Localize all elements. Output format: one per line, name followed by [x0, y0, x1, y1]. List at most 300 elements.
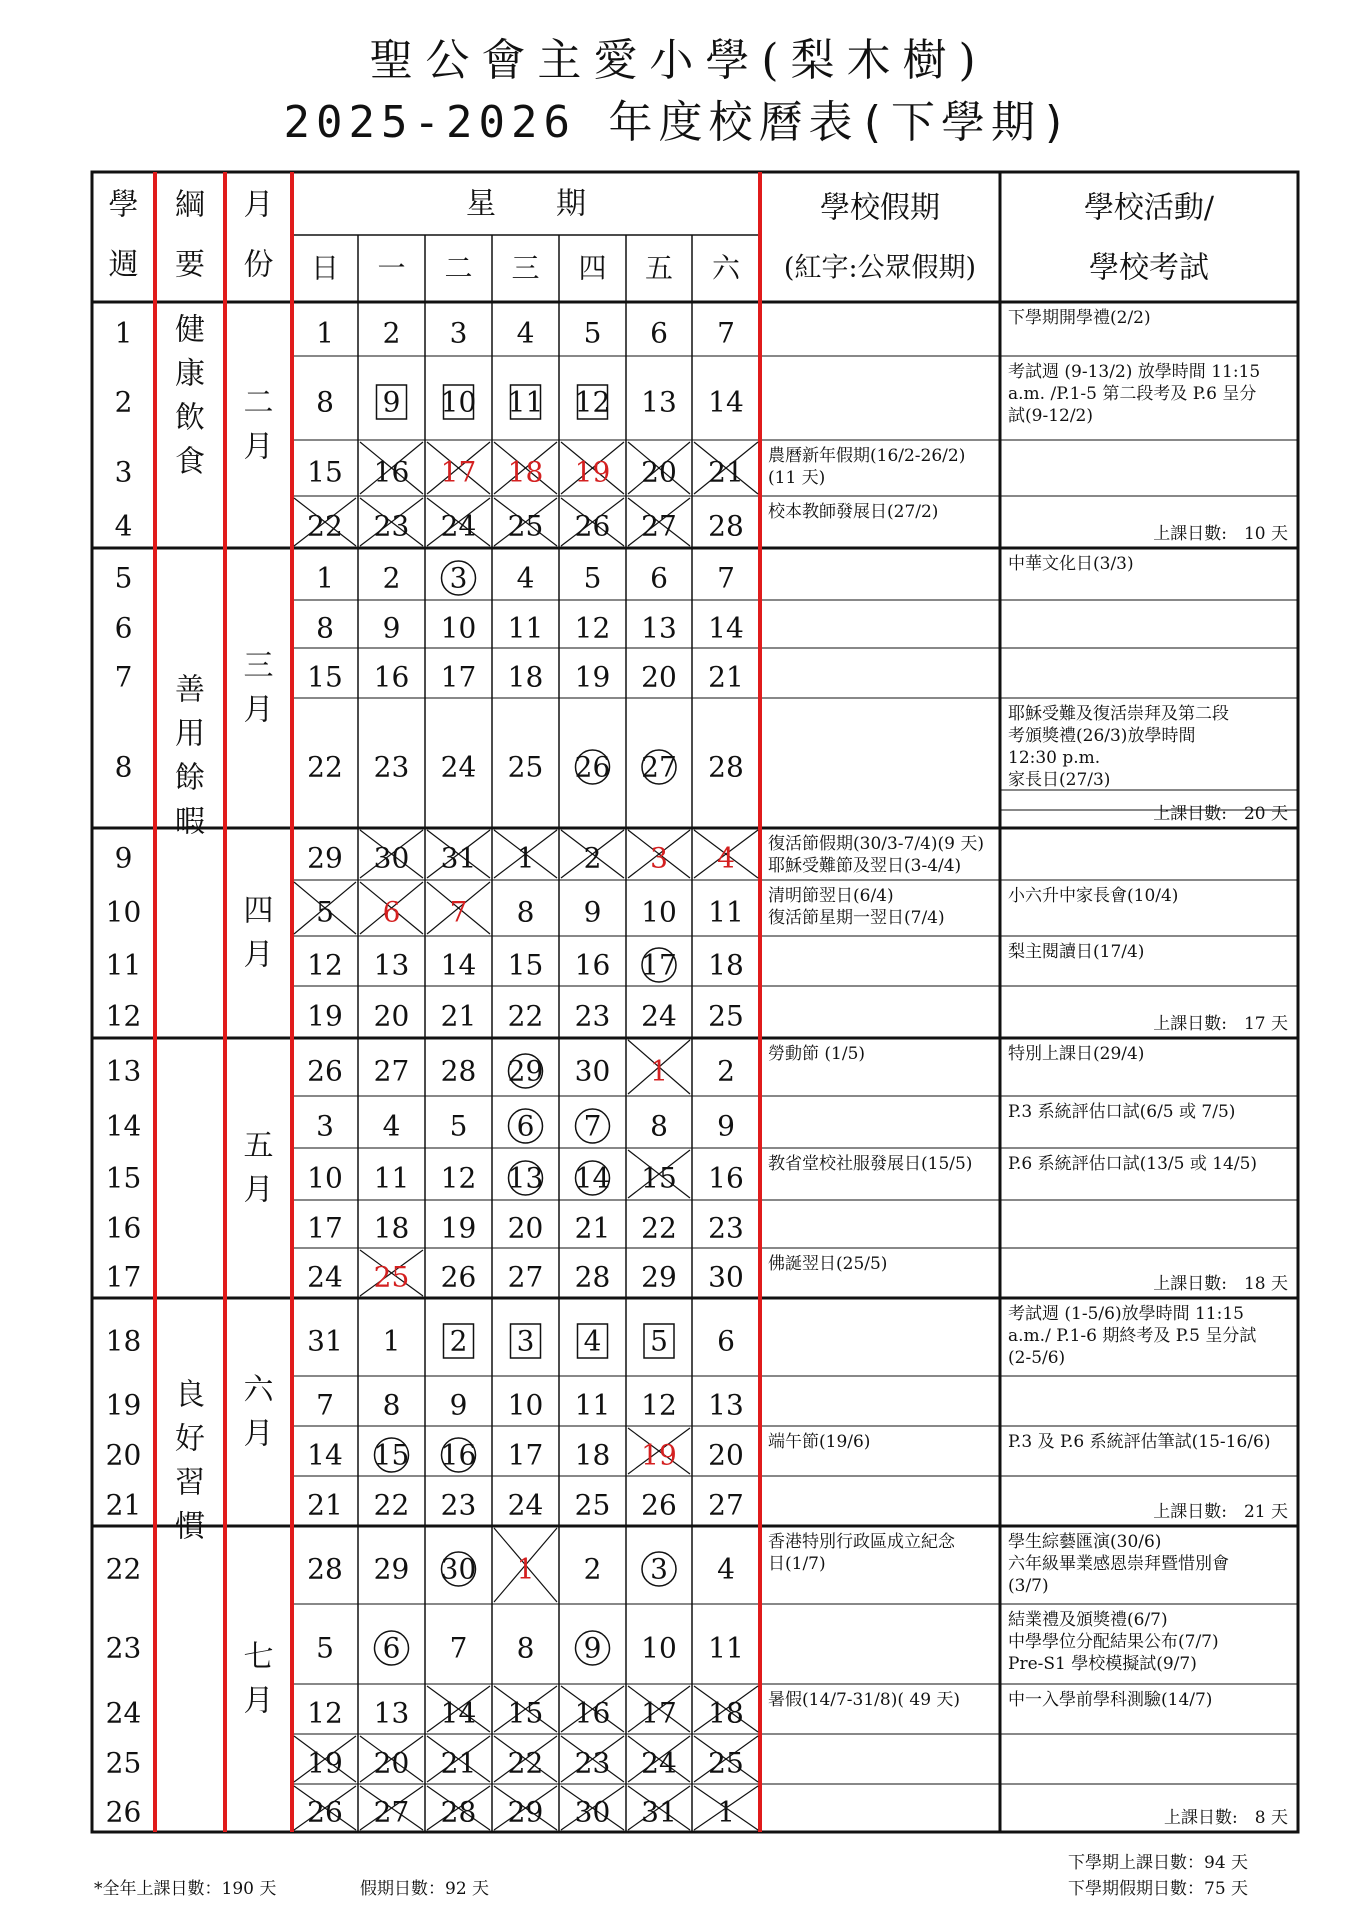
day-number: 29: [507, 1795, 544, 1829]
year-holiday-days: 假期日數：92 天: [360, 1879, 490, 1899]
theme-char: 暇: [175, 804, 205, 840]
day-number: 27: [507, 1260, 544, 1294]
day-number: 9: [583, 895, 602, 929]
day-number: 4: [717, 1552, 735, 1586]
day-number: 15: [507, 1696, 544, 1730]
week-number: 4: [114, 509, 133, 543]
day-number: 18: [708, 1696, 744, 1730]
day-number: 14: [708, 385, 744, 419]
day-number: 7: [717, 316, 735, 350]
day-number: 24: [440, 750, 477, 784]
month-char: 四: [243, 893, 274, 929]
day-number: 22: [307, 750, 343, 784]
day-number: 29: [507, 1054, 544, 1088]
day-number: 11: [507, 611, 544, 645]
day-number: 18: [507, 660, 544, 694]
day-number: 3: [316, 1109, 334, 1143]
header-weekday-title: 星 期: [466, 186, 586, 222]
day-number: 27: [708, 1488, 744, 1522]
day-number: 17: [507, 1438, 544, 1472]
activity-note: (2-5/6): [1008, 1348, 1066, 1368]
day-number: 16: [373, 660, 410, 694]
day-number: 20: [373, 999, 410, 1033]
day-number: 5: [650, 1324, 668, 1358]
activity-note: 中華文化日(3/3): [1008, 554, 1134, 574]
header-week-1: 學: [108, 187, 139, 223]
day-number: 10: [641, 1631, 677, 1665]
activity-note: 12:30 p.m.: [1008, 748, 1101, 768]
day-number: 7: [449, 895, 468, 929]
week-number: 5: [114, 561, 133, 595]
day-number: 26: [307, 1054, 343, 1088]
theme-char: 好: [175, 1421, 205, 1457]
day-number: 2: [382, 316, 401, 350]
day-number: 25: [507, 509, 544, 543]
day-number: 4: [717, 841, 735, 875]
month-char: 月: [243, 937, 274, 973]
day-number: 2: [382, 561, 401, 595]
week-number: 24: [105, 1696, 142, 1730]
week-number: 17: [105, 1260, 142, 1294]
day-number: 29: [373, 1552, 410, 1586]
school-days-total: 上課日數: 20 天: [1153, 804, 1288, 824]
day-number: 16: [574, 1696, 611, 1730]
day-number: 19: [307, 1746, 343, 1780]
header-weekday: 日: [310, 251, 340, 285]
week-number: 7: [114, 660, 133, 694]
day-number: 2: [449, 1324, 468, 1358]
day-number: 4: [516, 316, 535, 350]
activity-note: 試(9-12/2): [1008, 406, 1093, 426]
day-number: 9: [382, 385, 401, 419]
day-number: 30: [373, 841, 410, 875]
holiday-note: 教省堂校社服發展日(15/5): [768, 1154, 973, 1174]
activity-note: 中學學位分配結果公布(7/7): [1008, 1632, 1219, 1652]
day-number: 26: [440, 1260, 477, 1294]
day-number: 18: [574, 1438, 611, 1472]
day-number: 5: [583, 561, 602, 595]
day-number: 11: [373, 1161, 410, 1195]
day-number: 23: [373, 509, 410, 543]
day-number: 25: [574, 1488, 611, 1522]
day-number: 22: [373, 1488, 410, 1522]
day-number: 12: [440, 1161, 477, 1195]
header-week-2: 週: [108, 247, 139, 283]
day-number: 8: [516, 895, 535, 929]
day-number: 14: [440, 1696, 477, 1730]
day-number: 27: [641, 750, 677, 784]
day-number: 28: [440, 1054, 477, 1088]
day-number: 7: [449, 1631, 468, 1665]
day-number: 31: [440, 841, 477, 875]
day-number: 24: [440, 509, 477, 543]
day-number: 21: [440, 1746, 477, 1780]
calendar-title-year: 2025-2026 年度校曆表(下學期): [283, 97, 1074, 148]
day-number: 22: [507, 999, 544, 1033]
day-number: 10: [507, 1388, 544, 1422]
week-number: 14: [105, 1109, 142, 1143]
day-number: 12: [307, 948, 343, 982]
holiday-note: 校本教師發展日(27/2): [768, 502, 939, 522]
week-number: 18: [105, 1324, 142, 1358]
day-number: 17: [307, 1211, 343, 1245]
day-number: 13: [641, 385, 677, 419]
week-number: 15: [105, 1161, 142, 1195]
day-number: 6: [717, 1324, 735, 1358]
day-number: 9: [717, 1109, 735, 1143]
activity-note: P.3 系統評估口試(6/5 或 7/5): [1008, 1102, 1236, 1122]
day-number: 22: [307, 509, 343, 543]
school-days-total: 上課日數: 8 天: [1164, 1808, 1288, 1828]
activity-note: 考試週 (1-5/6)放學時間 11:15: [1008, 1304, 1244, 1324]
day-number: 19: [574, 455, 611, 489]
day-number: 30: [574, 1795, 611, 1829]
header-theme-1: 綱: [175, 187, 205, 223]
month-char: 月: [243, 429, 274, 465]
day-number: 3: [449, 561, 468, 595]
day-number: 1: [717, 1795, 735, 1829]
term-school-days: 下學期上課日數：94 天: [1068, 1853, 1249, 1873]
day-number: 27: [373, 1054, 410, 1088]
month-char: 七: [243, 1639, 274, 1675]
holiday-note: 復活節假期(30/3-7/4)(9 天): [768, 834, 985, 854]
day-number: 7: [583, 1109, 602, 1143]
day-number: 23: [574, 1746, 611, 1780]
activity-note: 梨主閱讀日(17/4): [1008, 942, 1145, 962]
week-number: 13: [105, 1054, 142, 1088]
day-number: 18: [373, 1211, 410, 1245]
day-number: 19: [574, 660, 611, 694]
activity-note: 耶穌受難及復活崇拜及第二段: [1008, 704, 1229, 724]
week-number: 6: [114, 611, 133, 645]
header-month-2: 份: [243, 247, 274, 283]
month-char: 月: [243, 1416, 274, 1452]
activity-note: 家長日(27/3): [1008, 770, 1111, 790]
day-number: 4: [382, 1109, 401, 1143]
header-holiday-title: 學校假期: [820, 190, 940, 226]
week-number: 12: [105, 999, 142, 1033]
day-number: 16: [373, 455, 410, 489]
day-number: 31: [307, 1324, 343, 1358]
school-days-total: 上課日數: 17 天: [1153, 1014, 1288, 1034]
activity-note: P.3 及 P.6 系統評估筆試(15-16/6): [1008, 1432, 1271, 1452]
day-number: 21: [440, 999, 477, 1033]
day-number: 13: [373, 1696, 410, 1730]
day-number: 26: [574, 750, 611, 784]
day-number: 6: [382, 895, 401, 929]
day-number: 14: [307, 1438, 343, 1472]
activity-note: 特別上課日(29/4): [1008, 1044, 1145, 1064]
day-number: 28: [708, 750, 744, 784]
activity-note: a.m. /P.1-5 第二段考及 P.6 呈分: [1008, 384, 1257, 404]
month-char: 月: [243, 1172, 274, 1208]
day-number: 1: [516, 841, 535, 875]
week-number: 1: [114, 316, 133, 350]
activity-note: P.6 系統評估口試(13/5 或 14/5): [1008, 1154, 1258, 1174]
day-number: 25: [373, 1260, 410, 1294]
header-weekday: 一: [377, 251, 406, 285]
day-number: 18: [507, 455, 544, 489]
day-number: 2: [583, 1552, 602, 1586]
day-number: 6: [650, 561, 668, 595]
activity-note: 六年級畢業感恩崇拜暨惜別會: [1008, 1554, 1229, 1574]
day-number: 8: [516, 1631, 535, 1665]
week-number: 16: [105, 1211, 142, 1245]
theme-char: 餘: [175, 760, 205, 796]
holiday-note: 端午節(19/6): [768, 1432, 871, 1452]
day-number: 28: [574, 1260, 611, 1294]
header-weekday: 六: [711, 251, 741, 285]
day-number: 9: [583, 1631, 602, 1665]
day-number: 20: [641, 660, 677, 694]
theme-char: 習: [175, 1465, 205, 1501]
day-number: 28: [440, 1795, 477, 1829]
year-school-days: *全年上課日數：190 天: [94, 1879, 277, 1899]
day-number: 17: [440, 455, 477, 489]
day-number: 5: [449, 1109, 468, 1143]
holiday-note: 香港特別行政區成立紀念: [768, 1532, 955, 1552]
day-number: 13: [373, 948, 410, 982]
day-number: 29: [307, 841, 343, 875]
day-number: 30: [574, 1054, 611, 1088]
holiday-note: 農曆新年假期(16/2-26/2): [768, 446, 966, 466]
week-number: 22: [105, 1552, 142, 1586]
day-number: 20: [507, 1211, 544, 1245]
day-number: 6: [516, 1109, 535, 1143]
theme-char: 飲: [175, 400, 205, 436]
day-number: 21: [307, 1488, 343, 1522]
day-number: 1: [516, 1552, 535, 1586]
day-number: 3: [449, 316, 468, 350]
day-number: 2: [717, 1054, 735, 1088]
day-number: 6: [382, 1631, 401, 1665]
holiday-note: 佛誕翌日(25/5): [768, 1254, 888, 1274]
activity-note: a.m./ P.1-6 期終考及 P.5 呈分試: [1008, 1326, 1257, 1346]
activity-note: 小六升中家長會(10/4): [1008, 886, 1179, 906]
day-number: 1: [382, 1324, 401, 1358]
week-number: 11: [105, 948, 142, 982]
day-number: 8: [382, 1388, 401, 1422]
day-number: 3: [650, 841, 668, 875]
month-char: 月: [243, 1683, 274, 1719]
day-number: 22: [641, 1211, 677, 1245]
activity-note: 結業禮及頒獎禮(6/7): [1008, 1610, 1168, 1630]
day-number: 12: [307, 1696, 343, 1730]
day-number: 4: [583, 1324, 602, 1358]
day-number: 29: [641, 1260, 677, 1294]
day-number: 4: [516, 561, 535, 595]
day-number: 19: [307, 999, 343, 1033]
theme-char: 康: [175, 356, 205, 392]
day-number: 26: [574, 509, 611, 543]
header-weekday: 二: [444, 251, 473, 285]
week-number: 10: [105, 895, 142, 929]
day-number: 26: [307, 1795, 343, 1829]
day-number: 10: [440, 611, 477, 645]
activity-note: (3/7): [1008, 1576, 1049, 1596]
month-char: 六: [243, 1372, 274, 1408]
day-number: 17: [641, 1696, 677, 1730]
holiday-note: 清明節翌日(6/4): [768, 886, 894, 906]
day-number: 23: [440, 1488, 477, 1522]
day-number: 5: [316, 895, 334, 929]
term-holiday-days: 下學期假期日數：75 天: [1068, 1879, 1249, 1899]
day-number: 26: [641, 1488, 677, 1522]
day-number: 16: [574, 948, 611, 982]
theme-char: 良: [175, 1377, 205, 1413]
activity-note: 學生綜藝匯演(30/6): [1008, 1532, 1162, 1552]
day-number: 11: [708, 895, 744, 929]
day-number: 14: [440, 948, 477, 982]
activity-note: 考頒獎禮(26/3)放學時間: [1008, 726, 1196, 746]
header-activity-title: 學校活動/: [1083, 190, 1215, 226]
day-number: 7: [316, 1388, 334, 1422]
day-number: 25: [507, 750, 544, 784]
day-number: 16: [708, 1161, 744, 1195]
month-char: 二: [243, 385, 274, 421]
day-number: 16: [440, 1438, 477, 1472]
table-frame: [92, 172, 1298, 1832]
week-number: 3: [114, 455, 133, 489]
activity-note: Pre-S1 學校模擬試(9/7): [1008, 1654, 1197, 1674]
week-number: 20: [105, 1438, 142, 1472]
day-number: 12: [641, 1388, 677, 1422]
day-number: 11: [507, 385, 544, 419]
day-number: 1: [650, 1054, 668, 1088]
theme-char: 食: [175, 444, 205, 480]
day-number: 20: [641, 455, 677, 489]
activity-note: 中一入學前學科測驗(14/7): [1008, 1690, 1213, 1710]
week-number: 21: [105, 1488, 142, 1522]
theme-char: 用: [175, 716, 205, 752]
day-number: 20: [373, 1746, 410, 1780]
week-number: 2: [114, 385, 133, 419]
day-number: 18: [708, 948, 744, 982]
theme-char: 健: [175, 312, 205, 348]
week-number: 26: [105, 1795, 142, 1829]
holiday-note: 勞動節 (1/5): [768, 1044, 866, 1064]
day-number: 13: [641, 611, 677, 645]
header-theme-2: 要: [175, 247, 205, 283]
day-number: 23: [574, 999, 611, 1033]
day-number: 13: [507, 1161, 544, 1195]
day-number: 3: [516, 1324, 535, 1358]
day-number: 5: [316, 1631, 334, 1665]
day-number: 13: [708, 1388, 744, 1422]
day-number: 8: [650, 1109, 668, 1143]
day-number: 14: [708, 611, 744, 645]
day-number: 24: [641, 999, 677, 1033]
day-number: 9: [449, 1388, 468, 1422]
day-number: 2: [583, 841, 602, 875]
day-number: 25: [708, 999, 744, 1033]
day-number: 15: [373, 1438, 410, 1472]
day-number: 9: [382, 611, 401, 645]
header-holiday-subtitle: (紅字:公眾假期): [783, 252, 977, 284]
day-number: 8: [316, 385, 334, 419]
day-number: 12: [574, 385, 611, 419]
school-days-total: 上課日數: 21 天: [1153, 1502, 1288, 1522]
header-weekday: 三: [511, 251, 540, 285]
day-number: 30: [708, 1260, 744, 1294]
day-number: 3: [650, 1552, 668, 1586]
day-number: 1: [316, 561, 334, 595]
day-number: 8: [316, 611, 334, 645]
day-number: 19: [440, 1211, 477, 1245]
day-number: 24: [507, 1488, 544, 1522]
school-days-total: 上課日數: 10 天: [1153, 524, 1288, 544]
week-number: 19: [105, 1388, 142, 1422]
day-number: 5: [583, 316, 602, 350]
week-number: 8: [114, 750, 133, 784]
day-number: 31: [641, 1795, 677, 1829]
day-number: 17: [440, 660, 477, 694]
day-number: 12: [574, 611, 611, 645]
week-number: 9: [114, 841, 133, 875]
day-number: 15: [307, 660, 343, 694]
holiday-note: 暑假(14/7-31/8)( 49 天): [768, 1690, 961, 1710]
header-weekday: 四: [578, 251, 607, 285]
theme-char: 善: [175, 672, 205, 708]
day-number: 15: [507, 948, 544, 982]
day-number: 10: [641, 895, 677, 929]
holiday-note: 復活節星期一翌日(7/4): [768, 908, 945, 928]
week-number: 25: [105, 1746, 142, 1780]
day-number: 22: [507, 1746, 544, 1780]
day-number: 28: [307, 1552, 343, 1586]
theme-char: 慣: [175, 1509, 205, 1545]
month-char: 月: [243, 692, 274, 728]
day-number: 15: [641, 1161, 677, 1195]
day-number: 25: [708, 1746, 744, 1780]
activity-note: 考試週 (9-13/2) 放學時間 11:15: [1008, 362, 1261, 382]
month-char: 三: [243, 648, 274, 684]
week-number: 23: [105, 1631, 142, 1665]
day-number: 10: [307, 1161, 343, 1195]
month-char: 五: [243, 1128, 274, 1164]
day-number: 23: [708, 1211, 744, 1245]
day-number: 17: [641, 948, 677, 982]
day-number: 30: [440, 1552, 477, 1586]
holiday-note: 日(1/7): [768, 1554, 826, 1574]
day-number: 23: [373, 750, 410, 784]
activity-note: 下學期開學禮(2/2): [1008, 308, 1151, 328]
day-number: 15: [307, 455, 343, 489]
day-number: 7: [717, 561, 735, 595]
day-number: 10: [440, 385, 477, 419]
day-number: 27: [641, 509, 677, 543]
day-number: 21: [708, 660, 744, 694]
day-number: 28: [708, 509, 744, 543]
day-number: 11: [574, 1388, 611, 1422]
holiday-note: (11 天): [768, 468, 826, 488]
calendar-title-school: 聖公會主愛小學(梨木樹): [369, 35, 988, 86]
school-days-total: 上課日數: 18 天: [1153, 1274, 1288, 1294]
day-number: 6: [650, 316, 668, 350]
day-number: 21: [708, 455, 744, 489]
day-number: 24: [307, 1260, 343, 1294]
day-number: 21: [574, 1211, 611, 1245]
day-number: 19: [641, 1438, 677, 1472]
header-activity-subtitle: 學校考試: [1089, 250, 1209, 286]
header-weekday: 五: [644, 251, 674, 285]
header-month-1: 月: [243, 187, 274, 223]
day-number: 27: [373, 1795, 410, 1829]
day-number: 1: [316, 316, 334, 350]
day-number: 20: [708, 1438, 744, 1472]
day-number: 24: [641, 1746, 677, 1780]
day-number: 14: [574, 1161, 611, 1195]
